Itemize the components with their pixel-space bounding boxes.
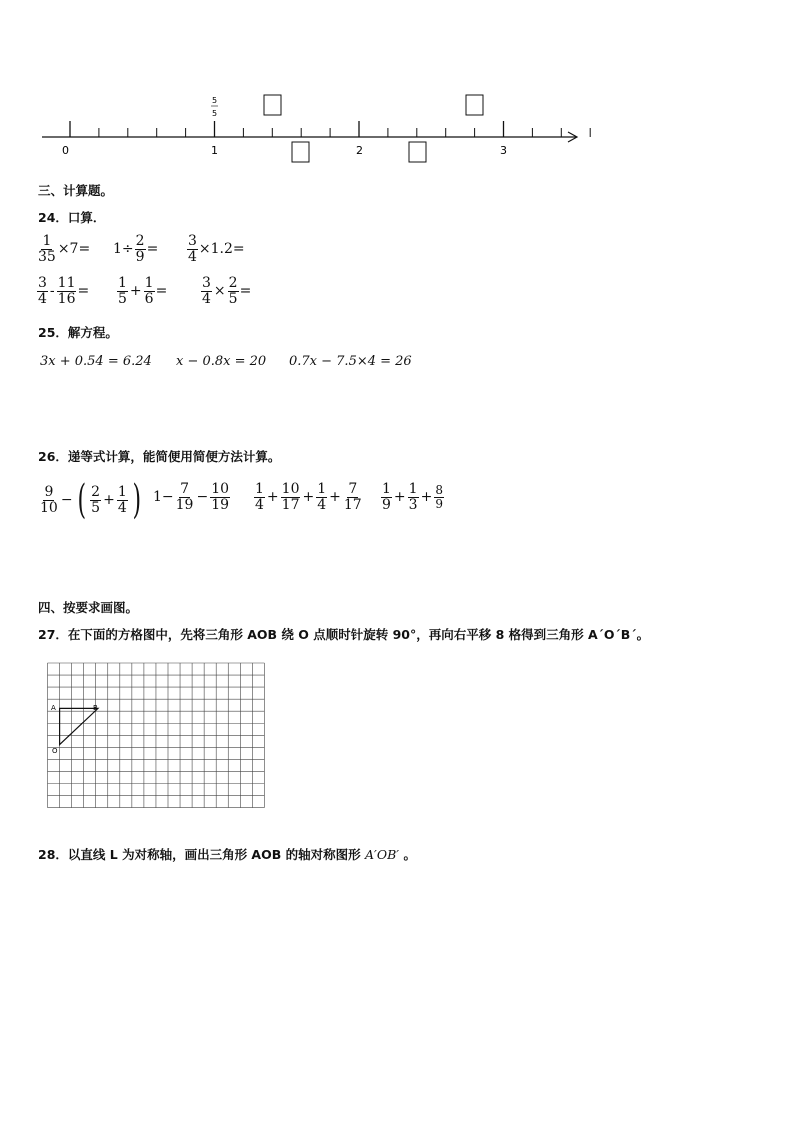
tick-label-1: 1 xyxy=(211,144,218,157)
q26-expr-1: $\frac{9}{10}$ − ( $\frac{2}{5}$ + $\frac{1}{4}$ ) xyxy=(40,477,141,523)
q24-item-1: $\frac{1}{35}$ ×7= xyxy=(38,233,91,265)
fraction-label-num: 5 xyxy=(212,96,218,105)
answer-box[interactable] xyxy=(409,142,426,162)
triangle-aob xyxy=(60,708,98,744)
q24-item-6: $\frac{3}{4}$ × $\frac{2}{5}$ = xyxy=(202,275,252,307)
q24-item-5: $\frac{1}{5}$ + $\frac{1}{6}$ = xyxy=(118,275,168,307)
fraction-label-den: 5 xyxy=(212,109,218,118)
equation-3: 0.7x − 7.5×4 = 26 xyxy=(289,354,412,369)
answer-box[interactable] xyxy=(264,95,281,115)
q28-label: 28．以直线 L 为对称轴，画出三角形 AOB 的轴对称图形 A′OB′ 。 xyxy=(38,847,416,862)
grid-figure xyxy=(44,660,270,820)
tick-label-2: 2 xyxy=(356,144,363,157)
section-4-title: 四、按要求画图。 xyxy=(38,600,139,615)
number-line xyxy=(36,90,596,170)
equation-1: 3x + 0.54 = 6.24 xyxy=(40,354,152,369)
q26-expr-4: $\frac{1}{9}$ + $\frac{1}{3}$ + $\frac{8}{9}$ xyxy=(382,481,443,513)
point-o-label: O xyxy=(52,747,58,755)
q27-label: 27．在下面的方格图中，先将三角形 AOB 绕 O 点顺时针旋转 90°，再向右平移 8 格得到三角形 A´O´B´。 xyxy=(38,627,650,642)
q26-expr-3: $\frac{1}{4}$ + $\frac{10}{17}$ + $\frac{1}{4}$ + $\frac{7}{17}$ xyxy=(255,481,362,513)
point-b-label: B xyxy=(93,704,98,712)
answer-box[interactable] xyxy=(466,95,483,115)
tick-label-0: 0 xyxy=(62,144,69,157)
point-a-label: A xyxy=(51,704,56,712)
q24-item-2: 1÷ $\frac{2}{9}$ = xyxy=(113,233,159,265)
tick-label-3: 3 xyxy=(500,144,507,157)
q24-item-4: $\frac{3}{4}$ - $\frac{11}{16}$ = xyxy=(38,275,90,307)
q24-item-3: $\frac{3}{4}$ ×1.2= xyxy=(188,233,245,265)
equation-2: x − 0.8x = 20 xyxy=(176,354,267,369)
q26-label: 26．递等式计算，能简便用简便方法计算。 xyxy=(38,449,281,464)
q26-expr-2: 1− $\frac{7}{19}$ − $\frac{10}{19}$ xyxy=(153,481,230,513)
q25-label: 25．解方程。 xyxy=(38,325,118,340)
q24-label: 24．口算． xyxy=(38,210,106,225)
answer-box[interactable] xyxy=(292,142,309,162)
section-3-title: 三、计算题。 xyxy=(38,183,114,198)
